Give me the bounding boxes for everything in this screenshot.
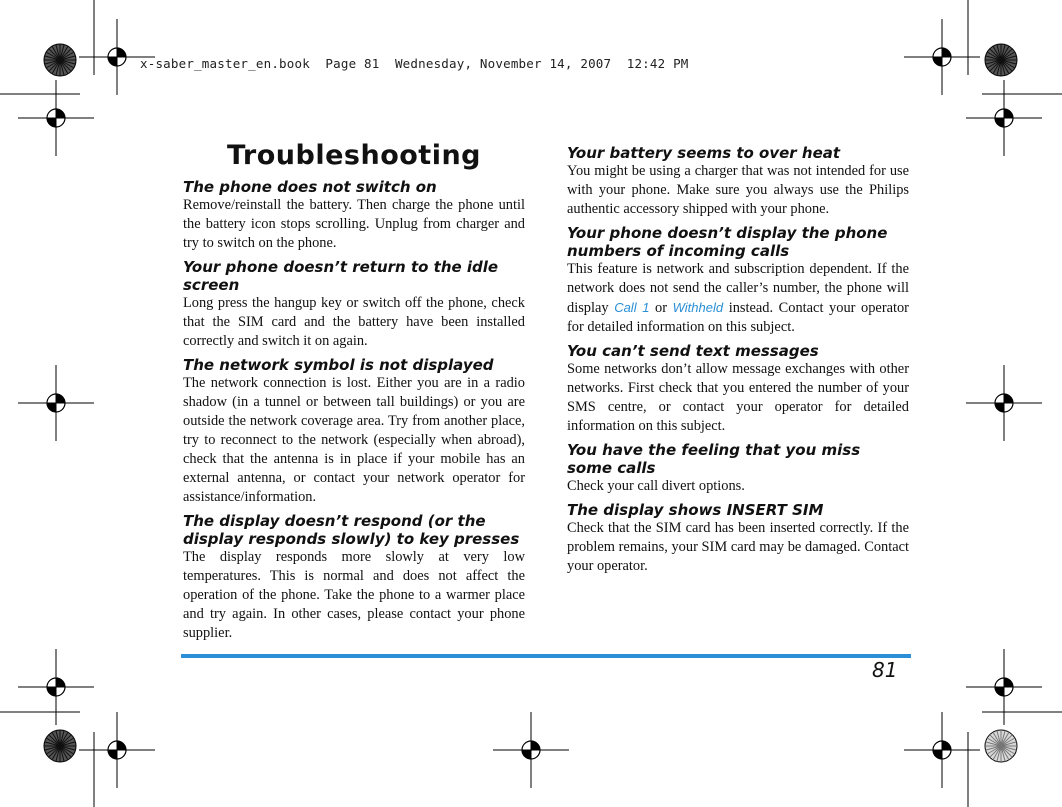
section-heading: The network symbol is not displayed xyxy=(183,356,494,374)
section-battery-heat xyxy=(567,144,909,219)
section-body: Some networks don’t allow message exchanges with other networks. First check that you entered the number of your SMS centre, or contact your operator for detailed information on this subject. xyxy=(567,361,909,434)
section-phone-not-switch-on xyxy=(183,178,525,253)
section-incoming-numbers xyxy=(567,224,909,337)
section-text-messages xyxy=(567,342,909,436)
print-slug-line: x-saber_master_en.book Page 81 Wednesday, November 14, 2007 12:42 PM xyxy=(140,56,689,71)
section-body: The display responds more slowly at very low temperatures. This is normal and does not affect the operation of the phone. Take the phone to a warmer place and try again. In other cases, please contact your phone supplier. xyxy=(183,549,525,641)
registration-target-icon xyxy=(493,712,569,788)
section-insert-sim xyxy=(567,501,909,576)
registration-target-icon xyxy=(904,712,980,788)
starburst-registration-icon xyxy=(44,730,76,762)
starburst-registration-icon xyxy=(44,44,76,76)
registration-target-icon xyxy=(966,365,1042,441)
section-display-responds xyxy=(183,512,525,643)
body-text: or xyxy=(649,300,673,316)
registration-target-icon xyxy=(966,649,1042,725)
section-heading: The display doesn’t respond (or the display responds slowly) to key presses xyxy=(183,512,520,548)
section-miss-calls xyxy=(567,441,909,496)
section-body xyxy=(567,260,909,337)
section-network-symbol xyxy=(183,356,525,507)
section-idle-screen xyxy=(183,258,525,351)
registration-target-icon xyxy=(18,80,94,156)
section-heading: Your battery seems to over heat xyxy=(567,144,841,162)
section-heading: Your phone doesn’t return to the idle screen xyxy=(183,258,499,294)
screen-term-withheld: Withheld xyxy=(672,300,724,315)
section-body: Long press the hangup key or switch off the phone, check that the SIM card and the battery have been installed correctly and switch it on again. xyxy=(183,295,525,349)
section-heading: You can’t send text messages xyxy=(567,342,819,360)
registration-target-icon xyxy=(18,649,94,725)
left-column xyxy=(183,140,525,648)
page-number: 81 xyxy=(872,658,898,682)
section-body: The network connection is lost. Either you are in a radio shadow (in a tunnel or between tall buildings) or you are outside the network coverage area. Try from another place, try to reconnect to the network (especially when abroad), check that the antenna is in place if your mobile has an external antenna, or contact your network operator for assistance/information. xyxy=(183,375,525,505)
registration-target-icon xyxy=(79,712,155,788)
section-body: Check your call divert options. xyxy=(567,478,745,494)
section-heading: You have the feeling that you miss some calls xyxy=(567,441,861,477)
registration-target-icon xyxy=(904,19,980,95)
section-body: You might be using a charger that was not intended for use with your phone. Make sure you always use the Philips authentic accessory shipped with your phone. xyxy=(567,163,909,217)
page-title: Troubleshooting xyxy=(226,140,482,171)
section-body: Remove/reinstall the battery. Then charge the phone until the battery icon stops scrolling. Unplug from charger and try to switch on the phone. xyxy=(183,197,525,251)
section-heading: Your phone doesn’t display the phone numbers of incoming calls xyxy=(567,224,888,260)
starburst-registration-icon xyxy=(985,44,1017,76)
section-heading: The display shows INSERT SIM xyxy=(567,501,824,519)
registration-target-icon xyxy=(966,80,1042,156)
registration-target-icon xyxy=(18,365,94,441)
body-text: instead. Contact your operator for detailed information on this subject. xyxy=(567,300,909,335)
starburst-registration-icon xyxy=(985,730,1017,762)
right-column xyxy=(567,144,909,581)
footer-rule xyxy=(181,654,911,658)
body-text: This feature is network and subscription dependent. If the network does not send the caller’s number, the phone will display xyxy=(567,261,909,316)
section-heading: The phone does not switch on xyxy=(183,178,437,196)
section-body: Check that the SIM card has been inserted correctly. If the problem remains, your SIM card may be damaged. Contact your operator. xyxy=(567,520,909,574)
screen-term-call-1: Call 1 xyxy=(614,300,650,315)
